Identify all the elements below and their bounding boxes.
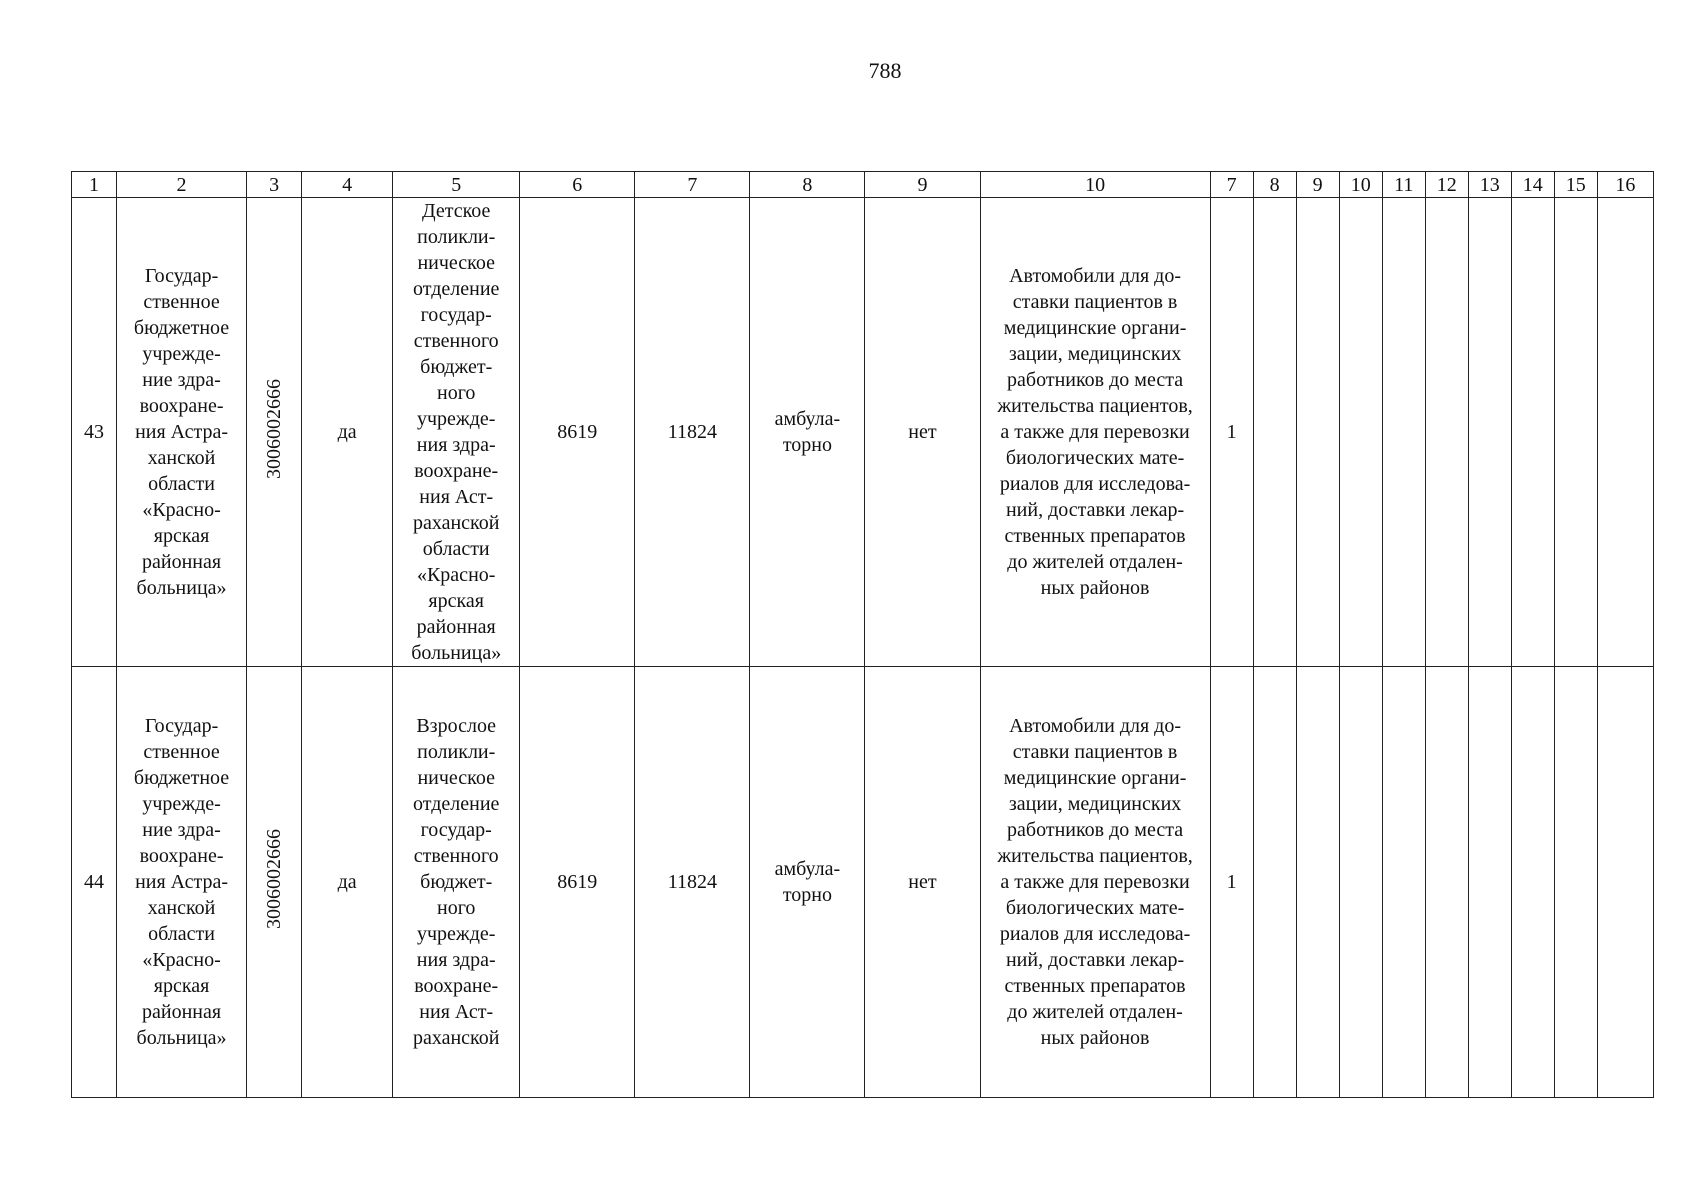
column-number: 2 (117, 172, 247, 198)
empty-cell (1339, 198, 1382, 667)
column-number: 10 (1339, 172, 1382, 198)
column-number: 12 (1425, 172, 1468, 198)
mode-cell (750, 667, 865, 1098)
page-number: 788 (868, 58, 902, 83)
data-table (71, 171, 1654, 1098)
value-cell: нет (865, 198, 980, 667)
column-number: 9 (865, 172, 980, 198)
organization-name: Государ- ственное бюджетное учрежде- ние здра- воохране- ния Астра- ханской области «Красно- ярская районная больница» (133, 715, 230, 1049)
division-cell (393, 198, 520, 667)
column-number: 15 (1554, 172, 1597, 198)
column-number: 14 (1511, 172, 1554, 198)
empty-cell (1597, 667, 1653, 1098)
empty-cell (1425, 198, 1468, 667)
column-number: 1 (72, 172, 117, 198)
division-cell (393, 667, 520, 1098)
empty-cell (1253, 198, 1296, 667)
empty-cell (1511, 667, 1554, 1098)
flag-cell: да (302, 198, 393, 667)
empty-cell (1425, 667, 1468, 1098)
mode-cell (750, 198, 865, 667)
table-row (72, 667, 1654, 1098)
care-mode: амбула- торно (774, 408, 841, 456)
empty-cell (1339, 667, 1382, 1098)
column-number: 6 (520, 172, 635, 198)
value-cell: 8619 (520, 198, 635, 667)
care-mode: амбула- торно (774, 858, 841, 906)
empty-cell (1554, 667, 1597, 1098)
vehicle-purpose: Автомобили для до- ставки пациентов в медицинские органи- зации, медицинских работников до места жительства пациентов, а также для перевозки биологических мате- риалов для исследова- ний, доставки лекар- ственных препаратов до жителей отдален- ных районов (997, 715, 1193, 1049)
value-cell: нет (865, 667, 980, 1098)
value-cell: 11824 (635, 667, 750, 1098)
empty-cell (1554, 198, 1597, 667)
empty-cell (1511, 198, 1554, 667)
count-cell: 1 (1210, 667, 1253, 1098)
column-number: 4 (302, 172, 393, 198)
division-name: Взрослое поликли- ническое отделение государ- ственного бюджет- ного учрежде- ния здра- воохране- ния Аст- раханской (412, 715, 500, 1049)
table-row (72, 198, 1654, 667)
column-number: 13 (1468, 172, 1511, 198)
row-number: 44 (72, 667, 117, 1098)
flag-cell: да (302, 667, 393, 1098)
inn-value: 3006002666 (263, 828, 286, 929)
empty-cell (1382, 667, 1425, 1098)
value-cell: 8619 (520, 667, 635, 1098)
column-number: 8 (1253, 172, 1296, 198)
organization-name: Государ- ственное бюджетное учрежде- ние здра- воохране- ния Астра- ханской области «Красно- ярская районная больница» (133, 265, 230, 599)
empty-cell (1468, 667, 1511, 1098)
column-number: 9 (1296, 172, 1339, 198)
organization-cell (117, 667, 247, 1098)
inn-value: 3006002666 (263, 378, 286, 479)
column-number: 11 (1382, 172, 1425, 198)
column-number: 7 (635, 172, 750, 198)
empty-cell (1296, 198, 1339, 667)
empty-cell (1296, 667, 1339, 1098)
empty-cell (1253, 667, 1296, 1098)
purpose-cell (980, 667, 1210, 1098)
division-name: Детское поликли- ническое отделение государ- ственного бюджет- ного учрежде- ния здра- воохране- ния Аст- раханской области «Красно- ярская районная больница» (411, 200, 502, 664)
row-number: 43 (72, 198, 117, 667)
column-number: 10 (980, 172, 1210, 198)
organization-cell (117, 198, 247, 667)
count-cell: 1 (1210, 198, 1253, 667)
column-number: 16 (1597, 172, 1653, 198)
column-number: 8 (750, 172, 865, 198)
empty-cell (1468, 198, 1511, 667)
header-row (72, 172, 1654, 198)
column-number: 3 (247, 172, 302, 198)
purpose-cell (980, 198, 1210, 667)
column-number: 5 (393, 172, 520, 198)
inn-cell (247, 198, 302, 667)
empty-cell (1597, 198, 1653, 667)
value-cell: 11824 (635, 198, 750, 667)
empty-cell (1382, 198, 1425, 667)
inn-cell (247, 667, 302, 1098)
vehicle-purpose: Автомобили для до- ставки пациентов в медицинские органи- зации, медицинских работников до места жительства пациентов, а также для перевозки биологических мате- риалов для исследова- ний, доставки лекар- ственных препаратов до жителей отдален- ных районов (997, 265, 1193, 599)
column-number: 7 (1210, 172, 1253, 198)
